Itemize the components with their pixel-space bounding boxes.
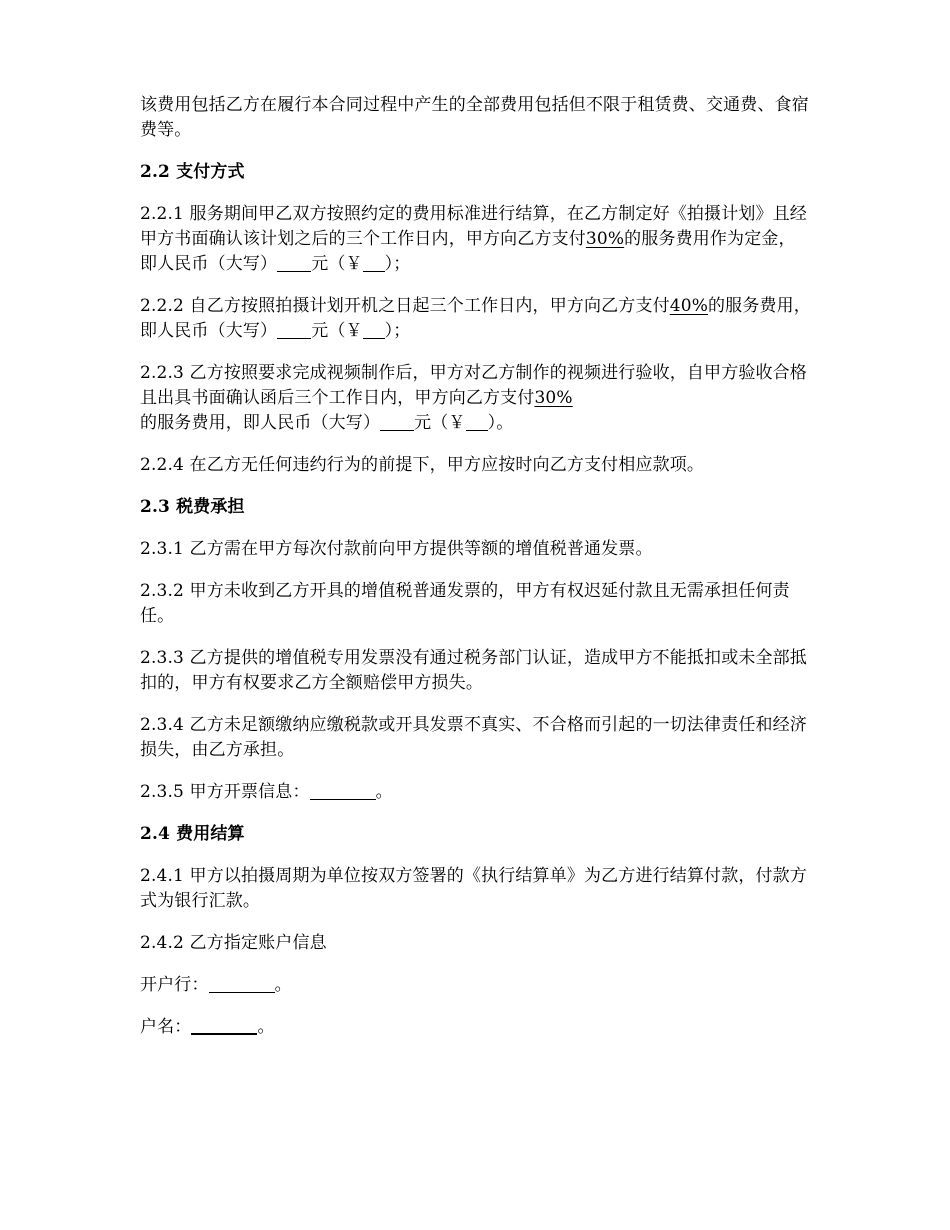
section-heading-2-3: 2.3 税费承担 [140,497,245,517]
clause-2-2-1-text-d: ）； [384,254,411,274]
account-name-blank [191,1015,257,1035]
clause-2-3-2: 2.3.2 甲方未收到乙方开具的增值税普通发票的，甲方有权迟延付款且无需承担任何责任。 [140,581,790,626]
clause-2-2-3-percent: 30% [534,388,573,408]
amount-figure-blank [363,320,385,339]
account-name-end: 。 [257,1017,275,1037]
clause-2-2-3-text-a: 2.2.3 乙方按照要求完成视频制作后，甲方对乙方制作的视频进行验收，自甲方验收合格且出具书面确认函后三个工作日内，甲方向乙方支付 [140,363,807,408]
account-name-label: 户名： [140,1017,192,1037]
amount-words-blank [380,412,414,431]
account-name-line [140,1015,812,1040]
clause-2-2-2 [140,294,812,344]
invoice-info-blank [310,781,376,800]
document-page [140,93,812,1057]
amount-words-blank [277,320,311,339]
amount-words-blank [277,253,311,272]
clause-2-2-2-text-a: 2.2.2 自乙方按照拍摄计划开机之日起三个工作日内，甲方向乙方支付 [140,296,670,316]
clause-2-2-2-text-d: ）； [384,321,411,341]
clause-2-2-3-text-d: ）。 [487,413,514,433]
clause-2-2-1-text-b: 的服务费用作为定金，即人民币（大写） [140,229,796,274]
clause-2-2-1-text-c: 元（￥ [311,254,363,274]
clause-2-3-5-end: 。 [375,782,393,802]
clause-2-3-4: 2.3.4 乙方未足额缴纳应缴税款或开具发票不真实、不合格而引起的一切法律责任和经济损失，由乙方承担。 [140,715,807,760]
amount-figure-blank [466,412,488,431]
clause-2-2-3 [140,361,812,436]
clause-2-3-3: 2.3.3 乙方提供的增值税专用发票没有通过税务部门认证，造成甲方不能抵扣或未全部抵扣的，甲方有权要求乙方全额赔偿甲方损失。 [140,648,807,693]
clause-2-3-5-text: 2.3.5 甲方开票信息： [140,782,310,802]
section-heading-2-2: 2.2 支付方式 [140,162,245,182]
clause-2-3-1: 2.3.1 乙方需在甲方每次付款前向甲方提供等额的增值税普通发票。 [140,539,653,559]
bank-label: 开户行： [140,975,209,995]
clause-2-2-2-text-b: 的服务费用，即人民币（大写） [140,296,811,341]
clause-2-2-1 [140,202,812,277]
bank-line [140,973,812,998]
clause-2-2-3-text-b: 的服务费用，即人民币（大写） [140,413,381,433]
amount-figure-blank [363,253,385,272]
clause-2-2-4: 2.2.4 在乙方无任何违约行为的前提下，甲方应按时向乙方支付相应款项。 [140,455,705,475]
clause-2-2-1-text-a: 2.2.1 服务期间甲乙双方按照约定的费用标准进行结算，在乙方制定好《拍摄计划》且经甲方书面确认该计划之后的三个工作日内，甲方向乙方支付 [140,204,807,249]
intro-paragraph: 该费用包括乙方在履行本合同过程中产生的全部费用包括但不限于租赁费、交通费、食宿费等。 [140,95,809,140]
section-heading-2-4: 2.4 费用结算 [140,824,245,844]
clause-2-2-2-text-c: 元（￥ [311,321,363,341]
clause-2-4-1: 2.4.1 甲方以拍摄周期为单位按双方签署的《执行结算单》为乙方进行结算付款，付款方式为银行汇款。 [140,866,807,911]
clause-2-2-3-text-c: 元（￥ [414,413,466,433]
clause-2-2-1-percent: 30% [585,229,625,249]
bank-blank [209,974,275,993]
clause-2-4-2: 2.4.2 乙方指定账户信息 [140,933,327,953]
bank-end: 。 [274,975,292,995]
clause-2-2-2-percent: 40% [669,296,709,316]
clause-2-3-5 [140,780,812,805]
